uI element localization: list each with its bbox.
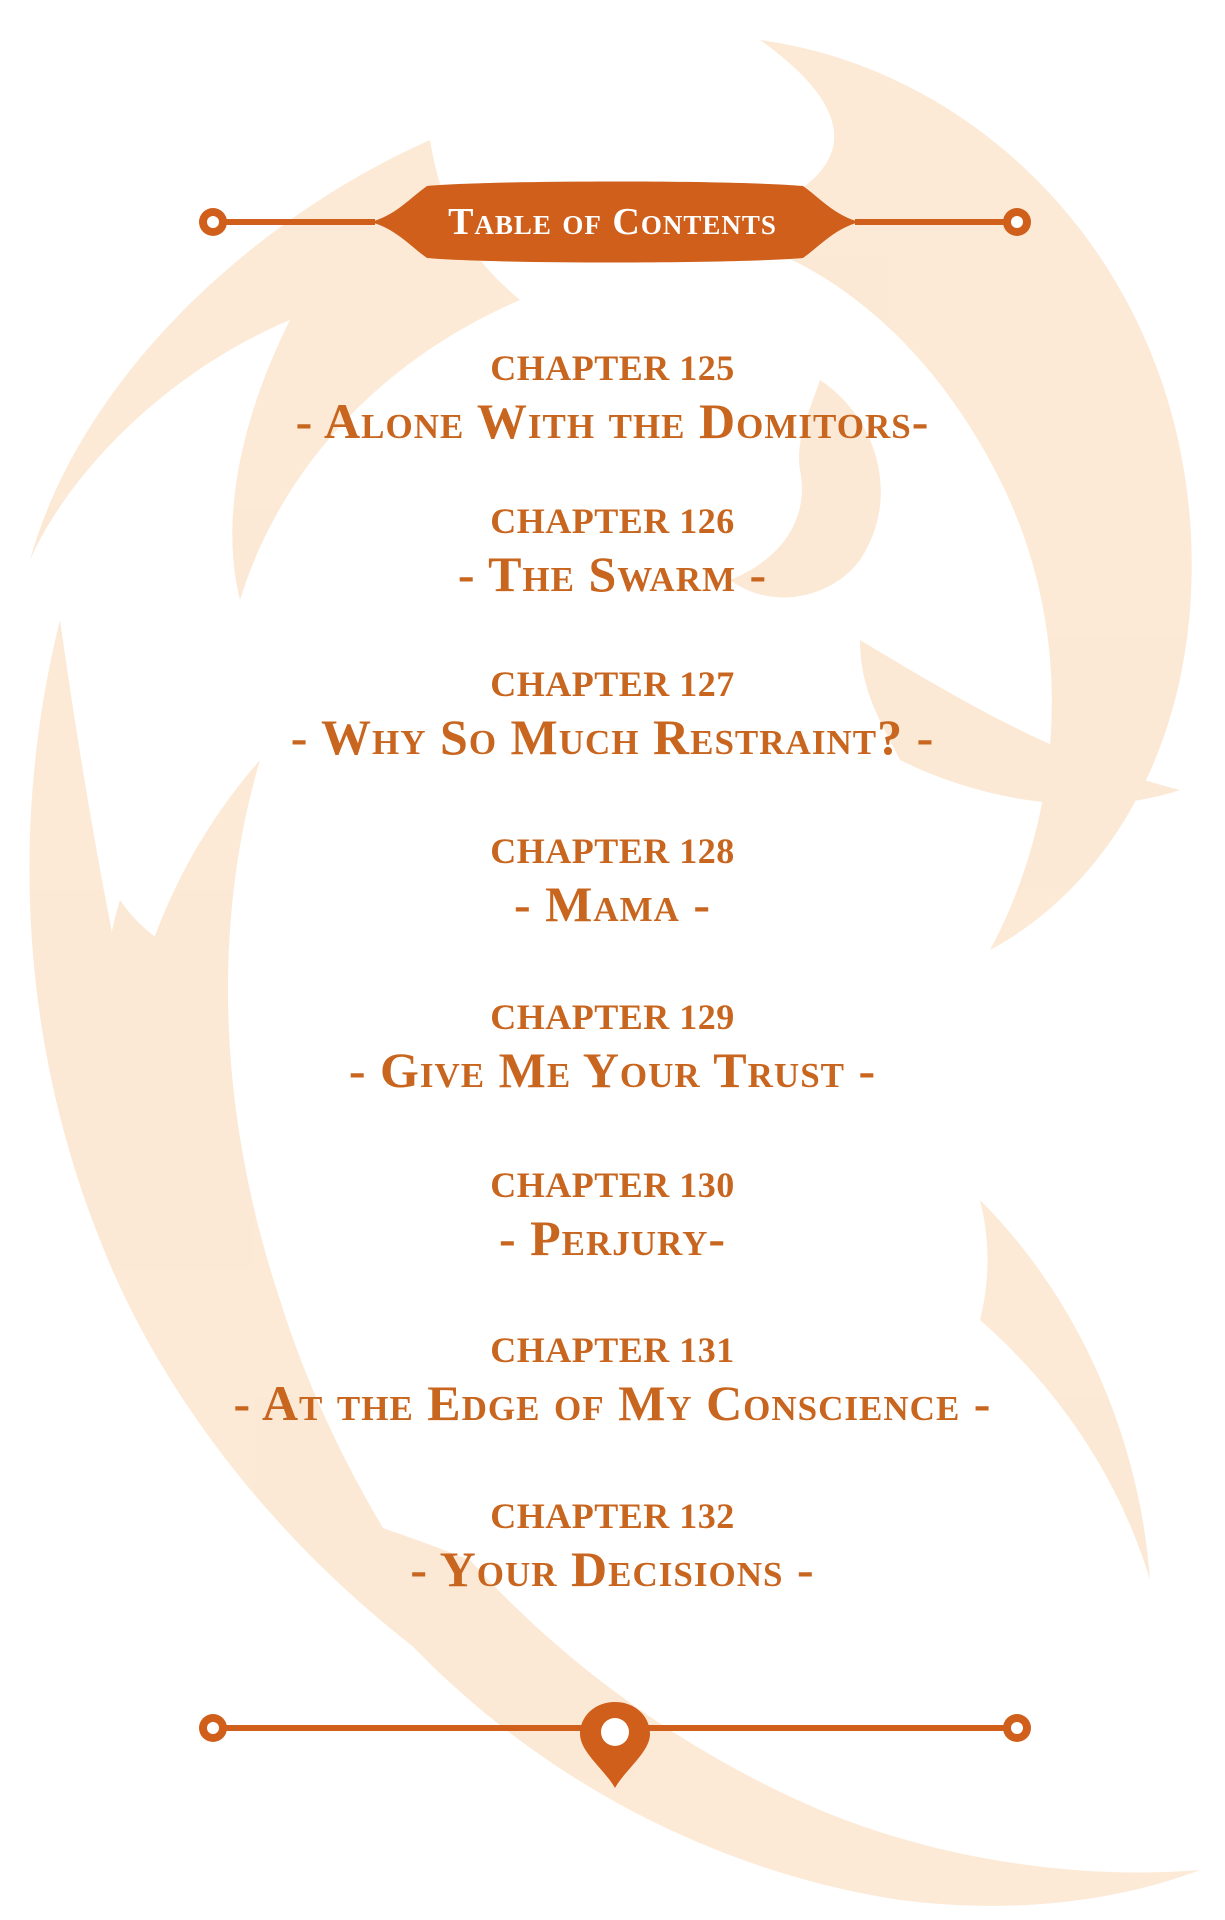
chapter-entry xyxy=(0,345,1225,451)
chapter-entry xyxy=(0,1327,1225,1433)
chapter-title: - Why So Much Restraint? - xyxy=(290,709,935,765)
chapter-number: CHAPTER 129 xyxy=(490,997,735,1037)
chapter-number: CHAPTER 127 xyxy=(490,664,735,704)
chapter-entry xyxy=(0,1493,1225,1599)
chapter-title: - Perjury- xyxy=(498,1210,727,1266)
chapter-number: CHAPTER 132 xyxy=(490,1496,735,1536)
chapter-entry xyxy=(0,1162,1225,1268)
chapter-title: - Your Decisions - xyxy=(410,1541,815,1597)
chapter-entry xyxy=(0,498,1225,604)
chapter-title: - At the Edge of My Conscience - xyxy=(233,1375,992,1431)
chapter-entry xyxy=(0,828,1225,934)
chapter-title: - Alone With the Domitors- xyxy=(295,393,930,449)
chapter-title: - Give Me Your Trust - xyxy=(348,1042,877,1098)
chapter-entry xyxy=(0,994,1225,1100)
chapter-number: CHAPTER 128 xyxy=(490,831,735,871)
chapter-number: CHAPTER 125 xyxy=(490,348,735,388)
chapter-entry xyxy=(0,661,1225,767)
chapter-number: CHAPTER 126 xyxy=(490,501,735,541)
chapter-title: - The Swarm - xyxy=(457,546,768,602)
page-title: Table of Contents xyxy=(448,201,777,243)
chapter-title: - Mama - xyxy=(513,876,712,932)
chapter-number: CHAPTER 131 xyxy=(490,1330,735,1370)
chapter-number: CHAPTER 130 xyxy=(490,1165,735,1205)
footer-divider-ornament xyxy=(195,1700,1035,1790)
